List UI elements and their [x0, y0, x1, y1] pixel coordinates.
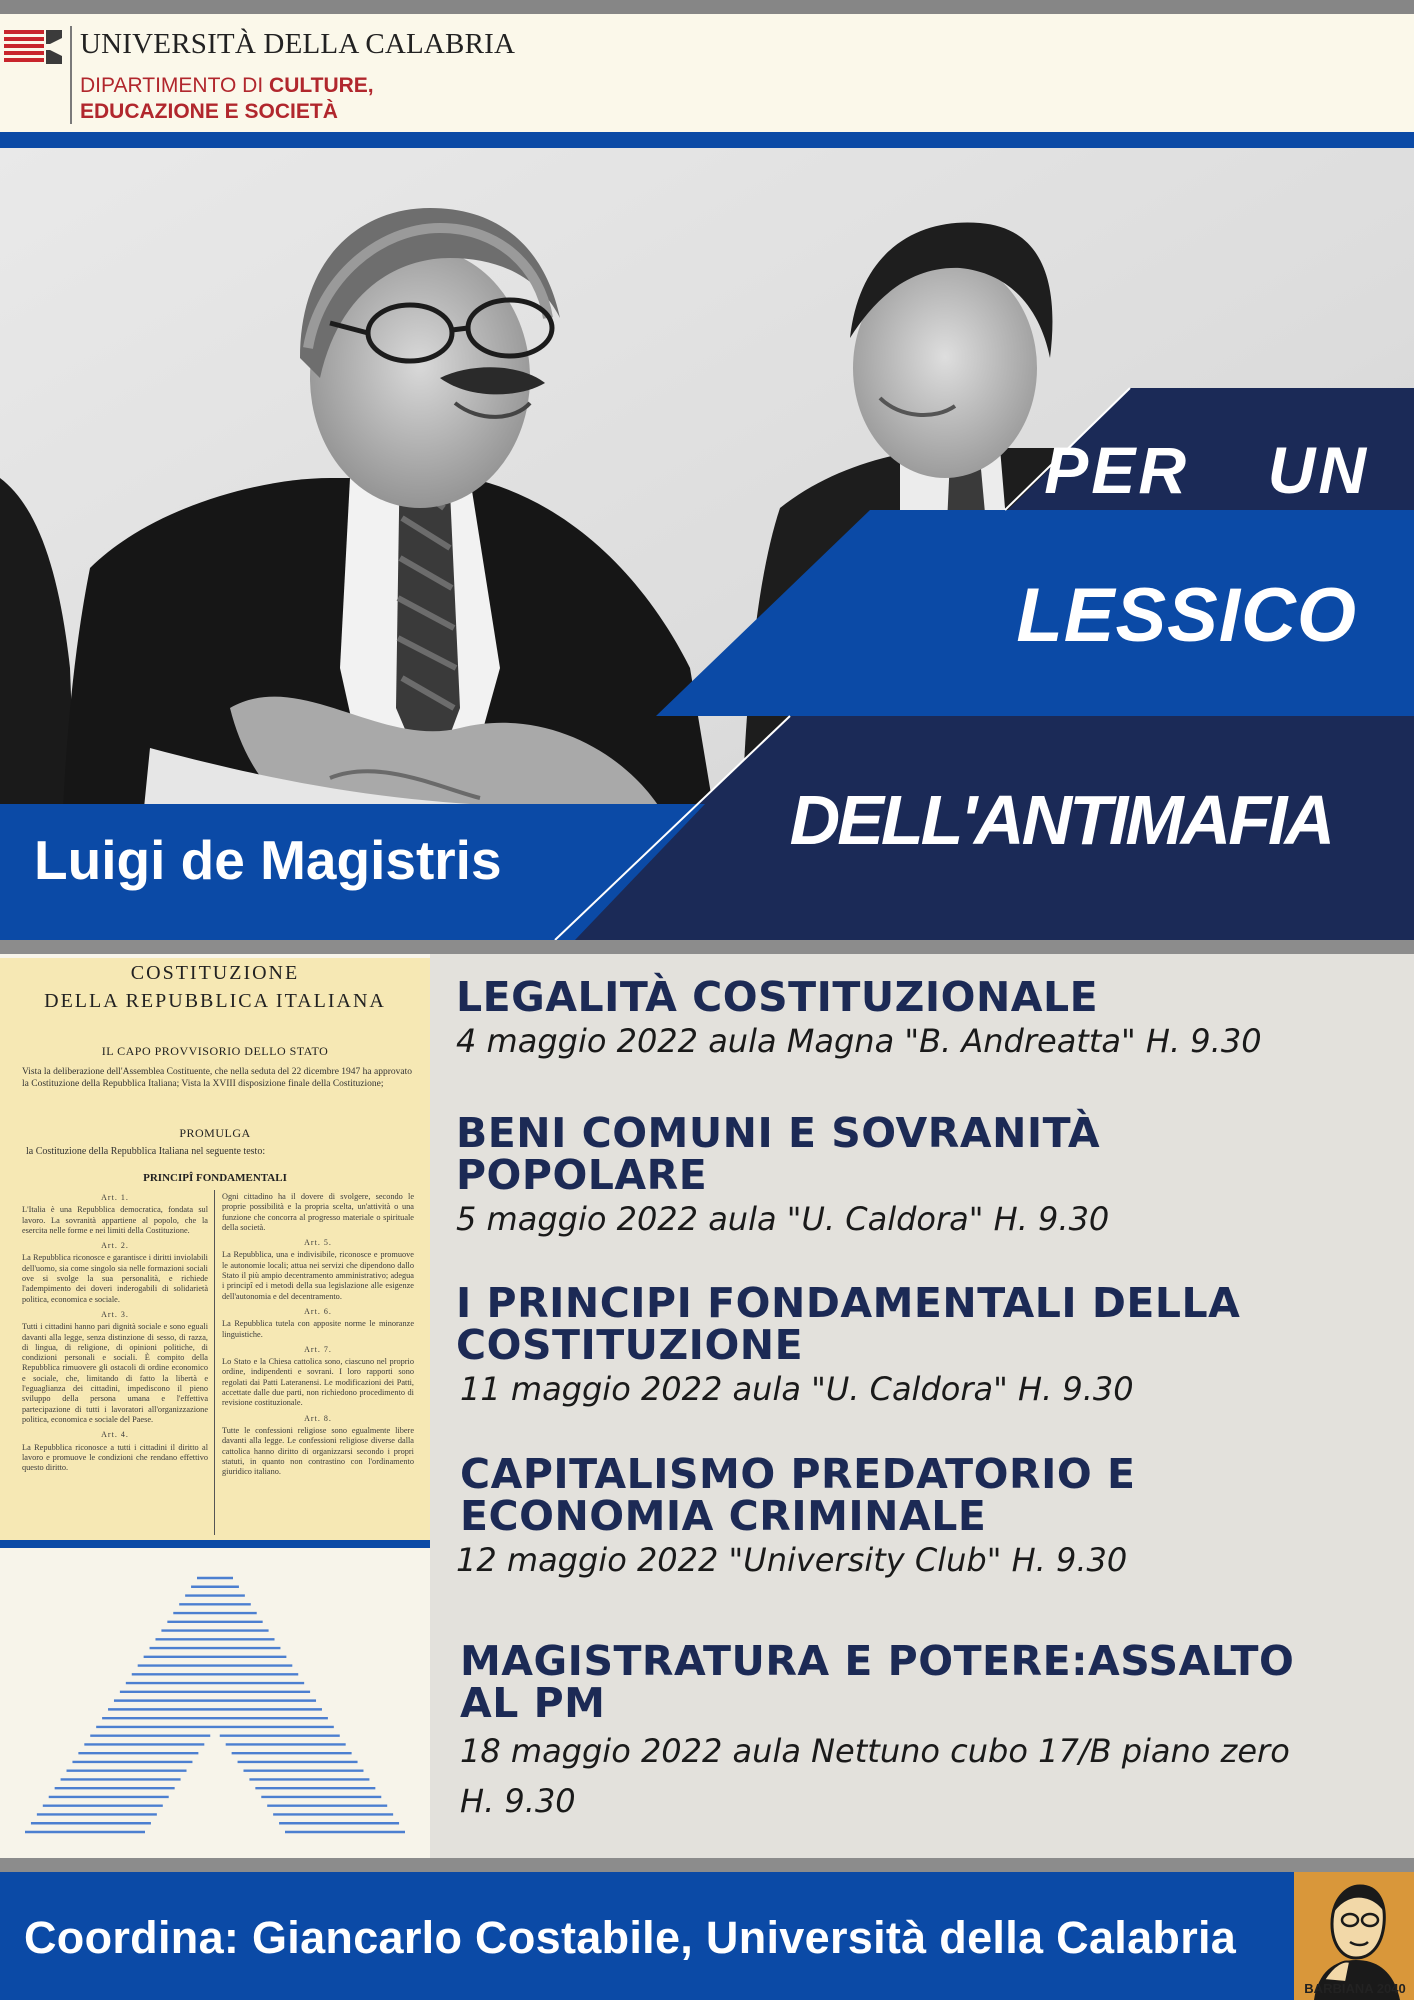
- article-number: Art. 6.: [304, 1306, 332, 1316]
- department-prefix: DIPARTIMENTO DI: [80, 74, 270, 97]
- article: [222, 1238, 414, 1302]
- event-1: [456, 973, 1396, 1066]
- event-title: MAGISTRATURA E POTERE:ASSALTO: [460, 1637, 1295, 1685]
- header-blue-line: [0, 132, 1414, 148]
- constitution-title-2: DELLA REPUBBLICA ITALIANA: [44, 990, 386, 1012]
- department-line-1: [80, 74, 374, 98]
- article-number: Art. 1.: [101, 1193, 129, 1202]
- section-divider: [0, 940, 1414, 954]
- event-title: POPOLARE: [456, 1151, 708, 1199]
- event-detail: H. 9.30: [460, 1782, 576, 1820]
- event-4: [456, 1450, 1400, 1585]
- article: [22, 1241, 208, 1305]
- event-title: ECONOMIA CRIMINALE: [460, 1492, 987, 1540]
- article-text: L'Italia è una Repubblica democratica, fondata sul lavoro. La sovranità appartiene al popolo, che la esercita nelle forme e nei limiti della Costituzione.: [22, 1205, 208, 1235]
- article-text: La Repubblica tutela con apposite norme le minoranze linguistiche.: [222, 1319, 414, 1339]
- event-detail: 5 maggio 2022 aula "U. Caldora" H. 9.30: [456, 1200, 1110, 1238]
- university-name: UNIVERSITÀ DELLA CALABRIA: [80, 28, 516, 60]
- event-title: I PRINCIPI FONDAMENTALI DELLA: [456, 1279, 1241, 1327]
- article: [222, 1345, 414, 1409]
- article-number: Art. 2.: [101, 1241, 129, 1251]
- title-line-2: LESSICO: [1016, 573, 1357, 658]
- logo-separator: [70, 26, 72, 124]
- event-detail: 4 maggio 2022 aula Magna "B. Andreatta" H. 9.30: [456, 1022, 1262, 1060]
- article: [222, 1192, 414, 1233]
- event-3: [456, 1279, 1396, 1414]
- article-number: Art. 7.: [304, 1344, 332, 1354]
- department-line-2: EDUCAZIONE E SOCIETÀ: [80, 100, 338, 123]
- article-number: Art. 4.: [101, 1430, 129, 1440]
- article-number: Art. 8.: [304, 1413, 332, 1423]
- event-detail: 12 maggio 2022 "University Club" H. 9.30: [456, 1541, 1128, 1579]
- event-detail: 18 maggio 2022 aula Nettuno cubo 17/B piano zero: [460, 1732, 1290, 1770]
- article-text: La Repubblica riconosce e garantisce i diritti inviolabili dell'uomo, sia come singolo sia nelle formazioni sociali ove si svolge la sua personalità, e richiede l'adempimento dei doveri inderogabili di solidarietà politica, economica e sociale.: [22, 1253, 208, 1304]
- footer-divider: [0, 1858, 1414, 1872]
- barbiana-caption: BARBIANA 2040: [1304, 1981, 1406, 1996]
- department-culture: CULTURE,: [269, 74, 374, 97]
- article: [22, 1430, 208, 1473]
- event-detail: 11 maggio 2022 aula "U. Caldora" H. 9.30: [460, 1370, 1134, 1408]
- constitution-lead: la Costituzione della Repubblica Italiana nel seguente testo:: [26, 1146, 266, 1157]
- coordinator-text: Coordina: Giancarlo Costabile, Università della Calabria: [24, 1912, 1237, 1963]
- constitution-subtitle: IL CAPO PROVVISORIO DELLO STATO: [101, 1044, 329, 1058]
- article-text: Tutti i cittadini hanno pari dignità sociale e sono eguali davanti alla legge, senza distinzione di sesso, di razza, di lingua, di religione, di opinioni politiche, di condizioni personali e sociali. È compito della Repubblica rimuovere gli ostacoli di ordine economico e sociale, che, limitando di fatto la libertà e l'eguaglianza dei cittadini, impediscono il pieno sviluppo della persona umana e l'effettiva partecipazione di tutti i lavoratori all'organizzazione politica, economica e sociale del Paese.: [22, 1322, 208, 1424]
- article: [22, 1193, 208, 1236]
- article-text: Tutte le confessioni religiose sono egualmente libere davanti alla legge. Le confessioni religiose diverse dalla cattolica hanno diritto di organizzarsi secondo i propri statuti, in quanto non contrastino con l'ordinamento giuridico italiano.: [222, 1425, 414, 1477]
- article-number: Art. 3.: [101, 1309, 129, 1319]
- event-title: CAPITALISMO PREDATORIO E: [460, 1450, 1136, 1498]
- article: [222, 1414, 414, 1478]
- title-line-3: DELL'ANTIMAFIA: [789, 781, 1332, 859]
- top-border: [0, 0, 1414, 14]
- constitution-column-left: [22, 1188, 208, 1538]
- title-line-1: PER UN: [1044, 433, 1369, 507]
- article-text: Lo Stato e la Chiesa cattolica sono, ciascuno nel proprio ordine, indipendenti e sovrani. I loro rapporti sono regolati dai Patti Lateranensi. Le modificazioni dei Patti, accettate dalle due parti, non richiedono procedimento di revisione costituzionale.: [222, 1357, 414, 1408]
- speaker-name: Luigi de Magistris: [34, 829, 502, 891]
- event-title: BENI COMUNI E SOVRANITÀ: [456, 1109, 1101, 1157]
- chevron-stripes-icon: [0, 1570, 430, 1840]
- event-title: LEGALITÀ COSTITUZIONALE: [456, 973, 1099, 1021]
- event-title: COSTITUZIONE: [456, 1321, 804, 1369]
- article-number: Art. 5.: [304, 1238, 332, 1248]
- constitution-promulga: PROMULGA: [179, 1126, 251, 1140]
- university-logo-icon: [4, 30, 62, 64]
- constitution-column-rule: [214, 1190, 215, 1535]
- event-5: [460, 1637, 1400, 1826]
- article-text: Ogni cittadino ha il dovere di svolgere, secondo le proprie possibilità e la propria scelta, un'attività o una funzione che concorra al progresso materiale o spirituale della società.: [222, 1192, 414, 1232]
- document-underline: [0, 1540, 430, 1548]
- constitution-title-1: COSTITUZIONE: [130, 962, 300, 984]
- event-2: [456, 1109, 1396, 1244]
- constitution-intro: Vista la deliberazione dell'Assemblea Costituente, che nella seduta del 22 dicembre 1947 ha approvato la Costituzione della Repubblica Italiana; Vista la XVIII disposizione finale della Costituzione;: [22, 1067, 412, 1089]
- article: [222, 1307, 414, 1340]
- article: [22, 1310, 208, 1425]
- constitution-principles: PRINCIPÎ FONDAMENTALI: [143, 1172, 287, 1184]
- article-text: La Repubblica riconosce a tutti i cittadini il diritto al lavoro e promuove le condizioni che rendano effettivo questo diritto.: [22, 1442, 208, 1473]
- constitution-column-right: [222, 1192, 414, 1538]
- event-title: AL PM: [460, 1679, 606, 1727]
- article-text: La Repubblica, una e indivisibile, riconosce e promuove le autonomie locali; attua nei servizi che dipendono dallo Stato il più ampio decentramento amministrativo; adegua i principî ed i metodi della sua legislazione alle esigenze dell'autonomia e del decentramento.: [222, 1250, 414, 1301]
